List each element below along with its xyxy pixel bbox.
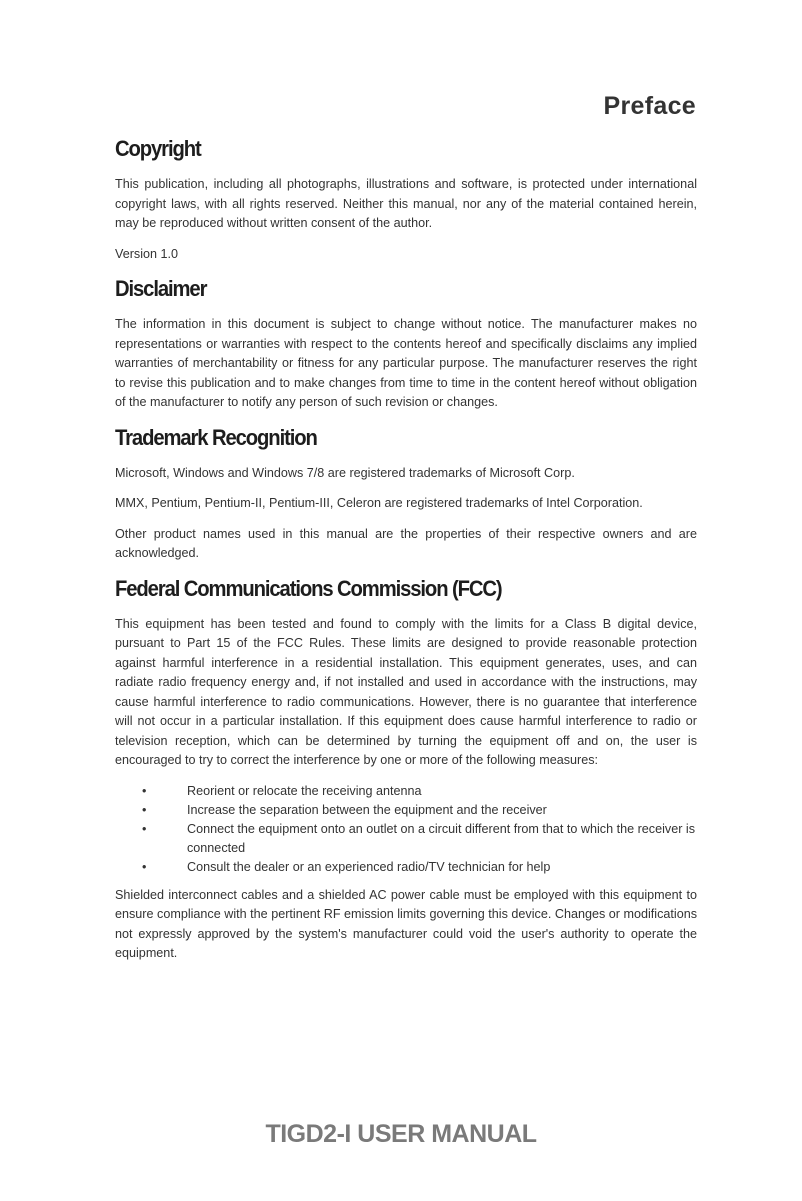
fcc-measures-list <box>115 782 697 877</box>
list-item: • Consult the dealer or an experienced radio/TV technician for help <box>115 858 697 877</box>
trademark-para-others: Other product names used in this manual are the properties of their respective owners and are acknowledged. <box>115 526 697 560</box>
list-item: • Connect the equipment onto an outlet on a circuit different from that to which the receiver is connected <box>115 820 697 858</box>
manual-title-footer: TIGD2-I USER MANUAL <box>265 1120 537 1148</box>
trademark-para-intel: MMX, Pentium, Pentium-II, Pentium-III, Celeron are registered trademarks of Intel Corporation. <box>115 496 643 510</box>
disclaimer-heading: Disclaimer <box>115 276 207 301</box>
page-section-title: Preface <box>603 92 696 120</box>
fcc-body: This equipment has been tested and found to comply with the limits for a Class B digital device, pursuant to Part 15 of the FCC Rules. These limits are designed to provide reasonable protection against harmful interference in a residential installation. This equipment generates, uses, and can radiate radio frequency energy and, if not installed and used in accordance with the instructions, may cause harmful interference to radio communications. However, there is no guarantee that interference will not occur in a particular installation. If this equipment does cause harmful interference to radio or television reception, which can be determined by turning the equipment off and on, the user is encouraged to try to correct the interference by one or more of the following measures: <box>115 616 697 767</box>
copyright-body: This publication, including all photographs, illustrations and software, is protected under international copyright laws, with all rights reserved. Neither this manual, nor any of the material contained herein, may be reproduced without written consent of the author. <box>115 177 697 230</box>
trademark-para-microsoft: Microsoft, Windows and Windows 7/8 are registered trademarks of Microsoft Corp. <box>115 465 575 480</box>
list-item: • Increase the separation between the equipment and the receiver <box>115 801 697 820</box>
fcc-section <box>115 576 697 964</box>
disclaimer-body: The information in this document is subject to change without notice. The manufacturer makes no representations or warranties with respect to the contents hereof and specifically disclaims any implied warranties of merchantability or fitness for any particular purpose. The manufacturer reserves the right to revise this publication and to make changes from time to time in the content hereof without obligation of the manufacturer to notify any person of such revision or changes. <box>115 317 697 409</box>
fcc-closing: Shielded interconnect cables and a shielded AC power cable must be employed with this equipment to ensure compliance with the pertinent RF emission limits governing this device. Changes or modifications not expressly approved by the system's manufacturer could void the user's authority to operate the equipment. <box>115 887 697 960</box>
trademark-section <box>115 425 697 564</box>
fcc-heading: Federal Communications Commission (FCC) <box>115 575 502 601</box>
disclaimer-section <box>115 276 697 413</box>
copyright-section <box>115 136 697 264</box>
list-item: • Reorient or relocate the receiving antenna <box>115 782 697 801</box>
trademark-heading: Trademark Recognition <box>115 424 317 450</box>
page-content <box>115 136 697 976</box>
version-text: Version 1.0 <box>115 246 179 261</box>
copyright-heading: Copyright <box>115 136 201 161</box>
